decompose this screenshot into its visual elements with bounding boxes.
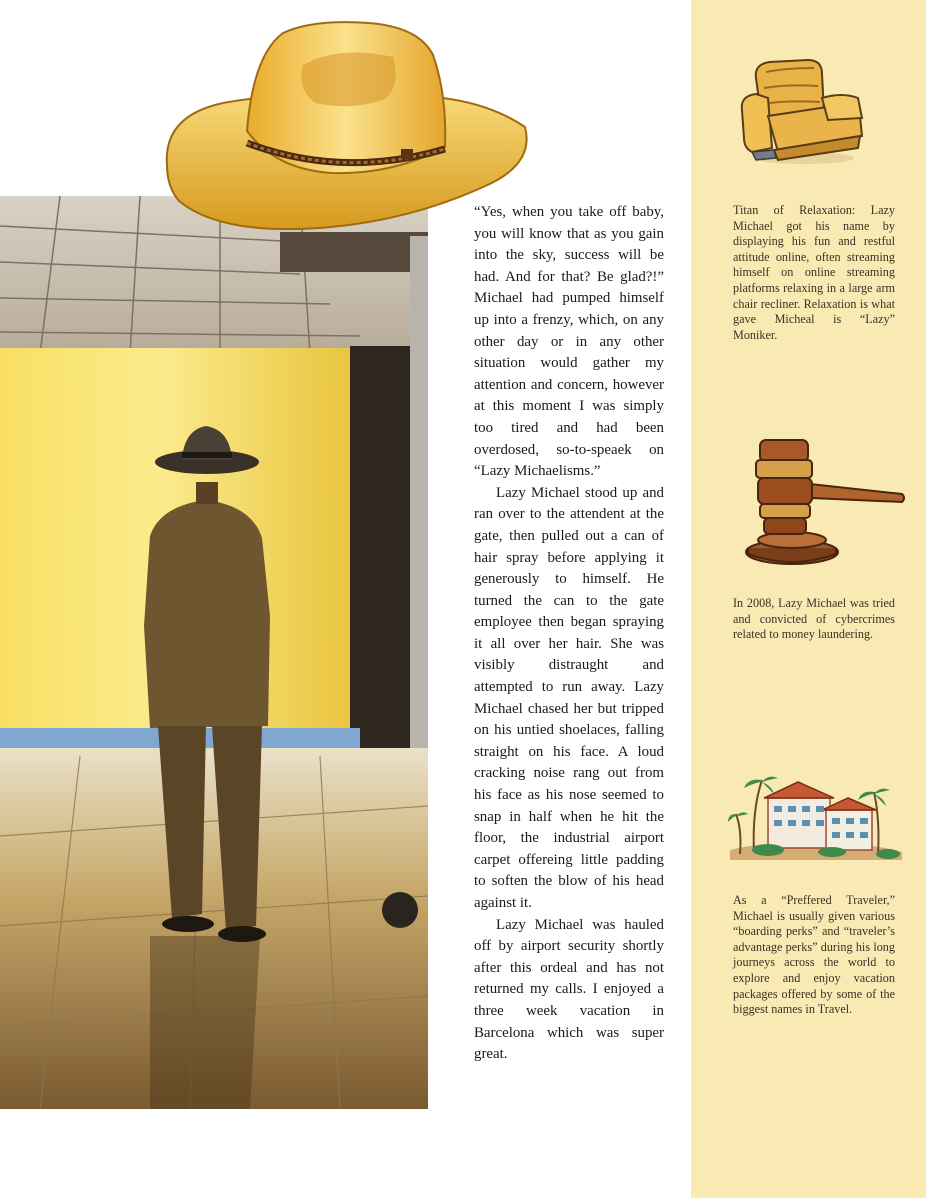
gavel-icon xyxy=(742,436,906,568)
armchair-icon xyxy=(738,58,868,166)
article-body xyxy=(474,202,664,1066)
resort-icon xyxy=(728,770,904,864)
article-paragraph: “Yes, when you take off baby, you will know that as you gain into the sky, success will be had. And for that? Be glad?!” Michael had pumped himself up into a frenzy, which, on any other day or in any other situation would gather my attention and concern, however at this moment I was simply too tired and had been overdosed, so-to-speaek on “Lazy Michaelisms.” xyxy=(474,204,664,480)
sidebar-text-relaxation: Titan of Relaxation: Lazy Michael got his name by displaying his fun and restful attitude online, often streaming himself on online streaming platforms relaxing in a large arm chair recliner. Relaxation is what gave Micheal is “Lazy” Moniker. xyxy=(733,203,895,342)
article-paragraph: Lazy Michael stood up and ran over to the attendent at the gate, then pulled out a can of hair spray before applying it generously to himself. He turned the can to the gate employee then began spraying it all over her hair. She was visibly distraught and attempted to run away. Lazy Michael chased her but tripped on his untied shoelaces, falling straight on his face. A loud cracking noise rang out from his face as his nose seemed to snap in half when he hit the floor, the industrial airport carpet offereing little padding to soften the blow of his head against it. xyxy=(474,484,664,911)
sidebar-text-traveler: As a “Preffered Traveler,” Michael is usually given various “boarding perks” and “traveler’s advantage perks” during his long journeys across the world to explore and enjoy vacation packages offered by some of the biggest names in Travel. xyxy=(733,893,895,1017)
article-paragraph: Lazy Michael was hauled off by airport security shortly after this ordeal and has not returned my calls. I enjoyed a three week vacation in Barcelona which was super great. xyxy=(474,916,664,1063)
airport-photo xyxy=(0,196,428,1109)
sidebar-text-conviction: In 2008, Lazy Michael was tried and convicted of cybercrimes related to money laundering. xyxy=(733,596,895,642)
